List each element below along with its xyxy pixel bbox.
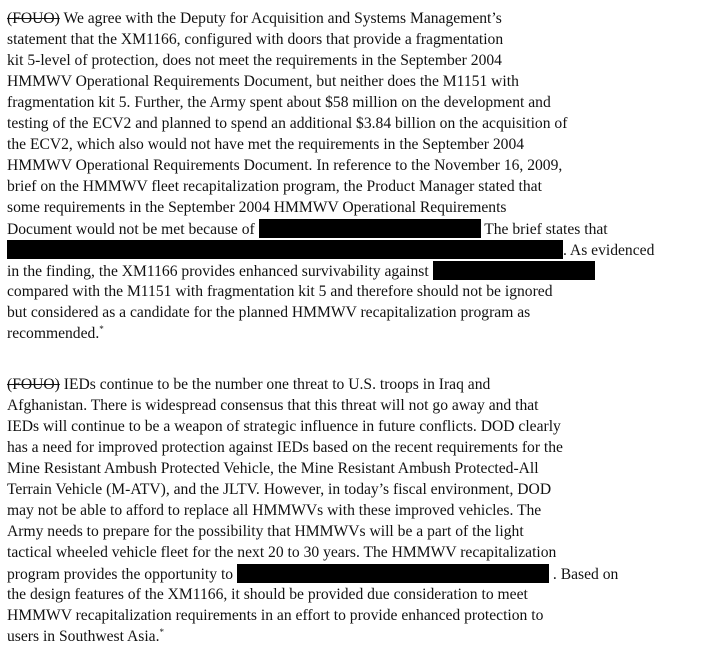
redaction-block <box>237 564 549 583</box>
paragraph-1-line-11: Document would not be met because of The brief states that <box>7 221 608 238</box>
paragraph-1-line-15: but considered as a candidate for the planned HMMWV recapitalization program as <box>7 304 531 321</box>
paragraph-2-line-7: may not be able to afford to replace all HMMWVs with these improved vehicles. The <box>7 502 542 519</box>
paragraph-2-line-8: Army needs to prepare for the possibility that HMMWVs will be a part of the light <box>7 523 524 540</box>
paragraph-1-line-8: HMMWV Operational Requirements Document. In reference to the November 16, 2009, <box>7 157 563 174</box>
paragraph-2-line-10: program provides the opportunity to . Based on <box>7 566 619 583</box>
paragraph-1-line-7: the ECV2, which also would not have met the requirements in the September 2004 <box>7 136 525 153</box>
paragraph-1-line-10: some requirements in the September 2004 HMMWV Operational Requirements <box>7 199 507 216</box>
paragraph-1-line-1: (FOUO) We agree with the Deputy for Acquisition and Systems Management’s <box>7 10 502 27</box>
paragraph-2-line-12: HMMWV recapitalization requirements in an effort to provide enhanced protection to <box>7 607 544 624</box>
redaction-block <box>433 261 595 280</box>
paragraph-1-line-13: in the finding, the XM1166 provides enhanced survivability against <box>7 261 595 282</box>
paragraph-1-line-3: kit 5-level of protection, does not meet the requirements in the September 2004 <box>7 52 502 69</box>
paragraph-2-line-6: Terrain Vehicle (M-ATV), and the JLTV. However, in today’s fiscal environment, DOD <box>7 481 552 498</box>
fouo-marking: (FOUO) <box>7 376 60 393</box>
footnote-marker: * <box>159 627 164 637</box>
paragraph-1-line-9: brief on the HMMWV fleet recapitalization program, the Product Manager stated that <box>7 178 542 195</box>
paragraph-1-line-2: statement that the XM1166, configured with doors that provide a fragmentation <box>7 31 504 48</box>
paragraph-2-line-4: has a need for improved protection against IEDs based on the recent requirements for the <box>7 439 563 456</box>
paragraph-2-line-11: the design features of the XM1166, it should be provided due consideration to meet <box>7 586 528 603</box>
paragraph-1-line-12: . As evidenced <box>7 240 654 261</box>
fouo-marking: (FOUO) <box>7 10 60 27</box>
paragraph-1-line-16: recommended.* <box>7 324 104 342</box>
paragraph-2-line-9: tactical wheeled vehicle fleet for the next 20 to 30 years. The HMMWV recapitalization <box>7 544 557 561</box>
paragraph-2-line-5: Mine Resistant Ambush Protected Vehicle, the Mine Resistant Ambush Protected-All <box>7 460 539 477</box>
paragraph-2-line-1: (FOUO) IEDs continue to be the number one threat to U.S. troops in Iraq and <box>7 376 491 393</box>
paragraph-1-line-14: compared with the M1151 with fragmentation kit 5 and therefore should not be ignored <box>7 283 553 300</box>
paragraph-1-line-4: HMMWV Operational Requirements Document, but neither does the M1151 with <box>7 73 519 90</box>
paragraph-2-line-2: Afghanistan. There is widespread consensus that this threat will not go away and that <box>7 397 539 414</box>
paragraph-2-line-3: IEDs will continue to be a weapon of strategic influence in future conflicts. DOD clearly <box>7 418 561 435</box>
paragraph-1-line-6: testing of the ECV2 and planned to spend an additional $3.84 billion on the acquisition of <box>7 115 568 132</box>
paragraph-2-line-13: users in Southwest Asia.* <box>7 627 164 645</box>
redaction-block <box>7 240 563 259</box>
paragraph-1-line-5: fragmentation kit 5. Further, the Army spent about $58 million on the development and <box>7 94 551 111</box>
footnote-marker: * <box>99 324 104 334</box>
redaction-block <box>259 219 481 238</box>
